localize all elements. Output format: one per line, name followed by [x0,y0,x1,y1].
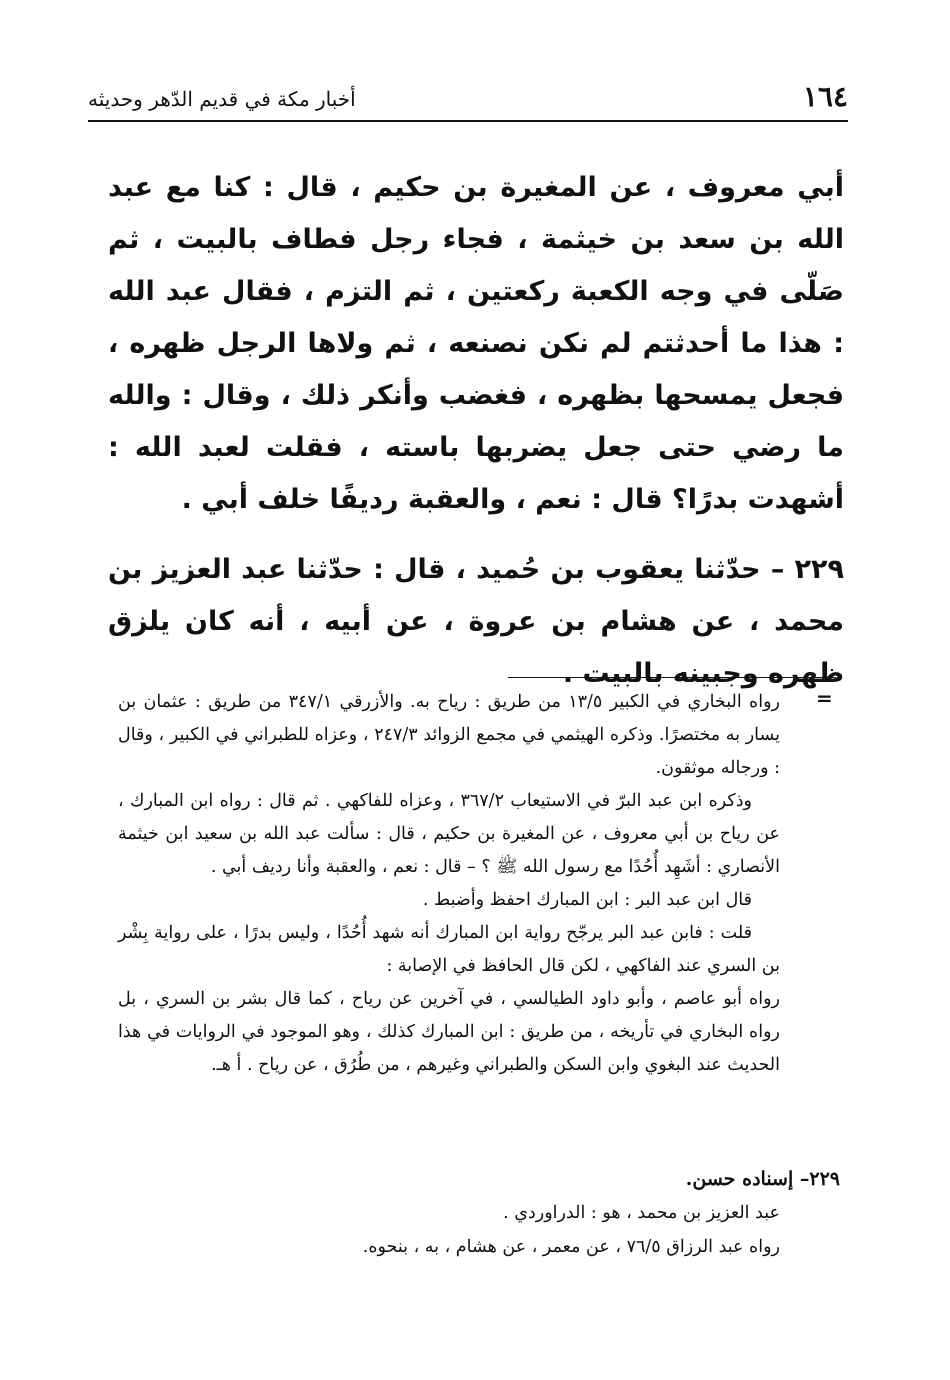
hadith-229: ٢٢٩ – حدّثنا يعقوب بن حُميد ، قال : حدّثنا عبد العزيز بن محمد ، عن هشام بن عروة ، عن أبيه ، أنه كان يلزق ظهره وجبينه بالبيت . [108,554,844,689]
footnote-continuation-mark: = [816,686,833,710]
footnote-229-heading: ٢٢٩– إسناده حسن. [685,1168,840,1190]
footnote-paragraph: رواه أبو عاصم ، وأبو داود الطيالسي ، في آخرين عن رياح ، كما قال بشر بن السري ، بل رواه البخاري في تأريخه ، من طريق : ابن المبارك كذلك ، وهو الموجود في الروايات في هذا الحديث عند البغوي وابن السكن والطبراني وغيرهم ، من طُرُق ، عن رياح . أ هـ. [118,989,780,1075]
page-header [88,78,848,118]
footnote-paragraph: قال ابن عبد البر : ابن المبارك احفظ وأضبط . [422,890,752,910]
footnote-229-line: عبد العزيز بن محمد ، هو : الدراوردي . [503,1203,780,1223]
footnotes-228 [118,686,780,1082]
footnote-rule [508,677,836,678]
running-title: أخبار مكة في قديم الدّهر وحديثه [88,87,356,111]
footnote-229-line: رواه عبد الرزاق ٧٦/٥ ، عن معمر ، عن هشام ، به ، بنحوه. [362,1237,780,1257]
main-text [108,162,844,700]
header-rule [88,120,848,122]
footnote-paragraph: وذكره ابن عبد البرّ في الاستيعاب ٣٦٧/٢ ، وعزاه للفاكهي . ثم قال : رواه ابن المبارك ، عن رياح بن أبي معروف ، عن المغيرة بن حكيم ، قال : سألت عبد الله بن سعيد ابن خيثمة الأنصاري : أشَهِد أُحُدًا مع رسول الله ﷺ ؟ – قال : نعم ، والعقبة وأنا رديف أبي . [118,791,780,877]
footnote-paragraph: رواه البخاري في الكبير ١٣/٥ من طريق : رياح به. والأزرقي ٣٤٧/١ من طريق : عثمان بن يسار به مختصرًا. وذكره الهيثمي في مجمع الزوائد ٢٤٧/٣ ، وعزاه للطبراني في الكبير ، وقال : ورجاله موثقون. [118,692,780,778]
footnote-paragraph: قلت : فابن عبد البر يرجّح رواية ابن المبارك أنه شهد أُحُدًا ، وليس بدرًا ، على رواية بِشْر بن السري عند الفاكهي ، لكن قال الحافظ في الإصابة : [118,923,780,976]
footnote-229 [118,1162,840,1264]
page-number: ١٦٤ [802,80,848,113]
hadith-228-continuation: أبي معروف ، عن المغيرة بن حكيم ، قال : كنا مع عبد الله بن سعد بن خيثمة ، فجاء رجل فطاف بالبيت ، ثم صَلّى في وجه الكعبة ركعتين ، ثم التزم ، فقال عبد الله : هذا ما أحدثتم لم نكن نصنعه ، ثم ولاها الرجل ظهره ، فجعل يمسحها بظهره ، فغضب وأنكر ذلك ، وقال : والله ما رضي حتى جعل يضربها باسته ، فقلت لعبد الله : أشهدت بدرًا؟ قال : نعم ، والعقبة رديفًا خلف أبي . [108,172,844,515]
